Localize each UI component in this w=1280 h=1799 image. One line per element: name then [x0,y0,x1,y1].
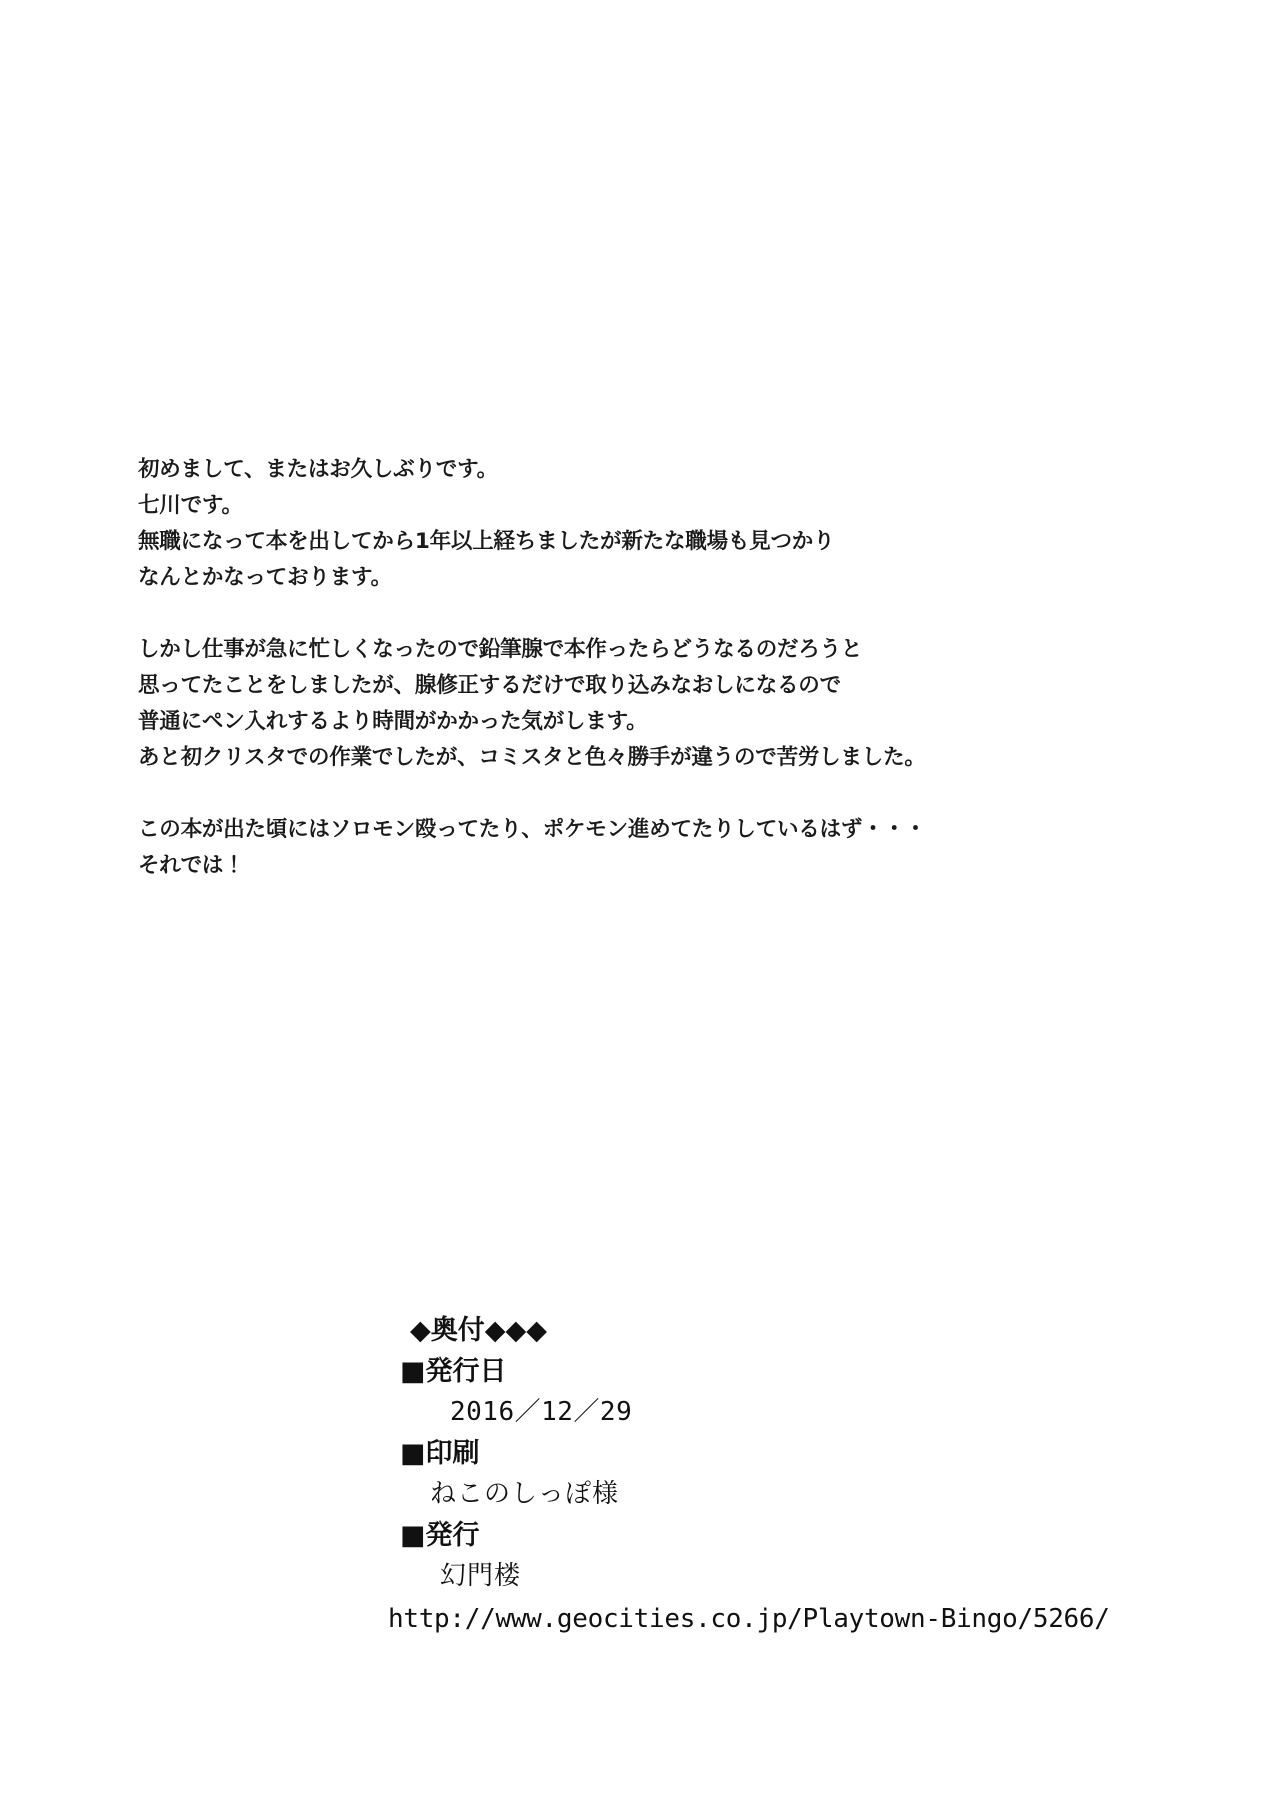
afterword-line: なんとかなっております。 [138,565,392,590]
afterword-line: この本が出た頃にはソロモン殴ってたり、ポケモン進めてたりしているはず・・・ [138,817,927,842]
publish-date-label: ■発行日 [400,1356,507,1387]
afterword-line: あと初クリスタでの作業でしたが、コミスタと色々勝手が違うので苦労しました。 [138,745,926,770]
publisher-label: ■発行 [400,1520,480,1551]
publisher-value: 幻門楼 [440,1561,522,1591]
afterword-block [138,452,1138,884]
paragraph-spacer [138,596,1138,632]
afterword-line: 思ってたことをしましたが、腺修正するだけで取り込みなおしになるので [138,673,841,698]
afterword-line: それでは！ [138,853,245,878]
colophon-block [0,1310,1280,1641]
afterword-line: 初めまして、またはお久しぶりです。 [138,457,498,482]
afterword-line: しかし仕事が急に忙しくなったので鉛筆腺で本作ったらどうなるのだろうと [138,637,863,662]
afterword-line: 普通にペン入れするより時間がかかった気がします。 [138,709,648,734]
paragraph-spacer [138,776,1138,812]
afterword-line: 七川です。 [138,493,243,518]
printing-value: ねこのしっぽ様 [430,1479,620,1509]
colophon-title: ◆奥付◆◆◆ [410,1315,548,1346]
printing-label: ■印刷 [400,1438,480,1469]
publish-date-value: 2016／12／29 [450,1397,633,1427]
afterword-line: 無職になって本を出してから1年以上経ちましたが新たな職場も見つかり [138,529,835,554]
website-url[interactable]: http://www.geocities.co.jp/Playtown-Bingo/5266/ [388,1604,1110,1634]
